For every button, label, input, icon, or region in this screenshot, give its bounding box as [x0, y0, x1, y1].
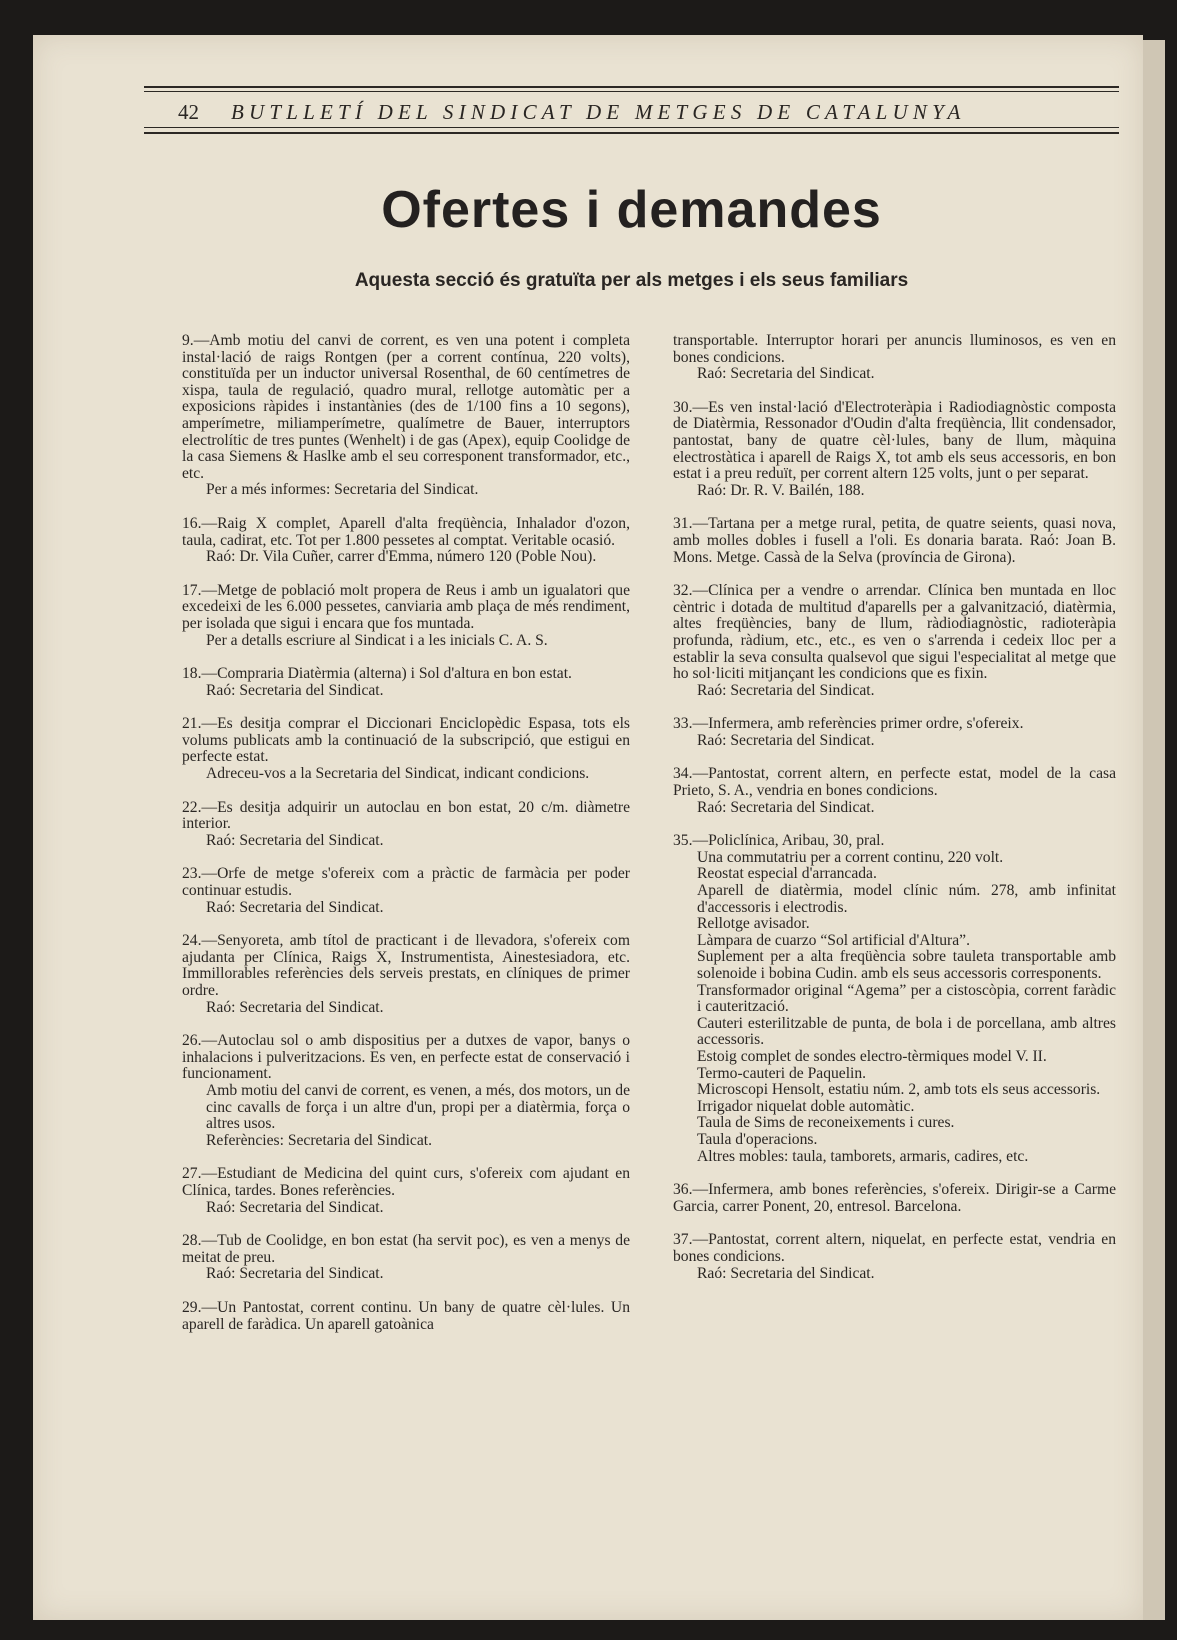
classified-ad [182, 1033, 630, 1149]
ad-detail: Suplement per a alta freqüència sobre tauleta transportable amb solenoide i bobina Cudin. amb els seus accessoris corresponents. [697, 948, 1116, 982]
ad-detail: Cauteri esterilitzable de punta, de bola i de porcellana, amb altres accessoris. [697, 1014, 1116, 1049]
ad-detail: Raó: Secretaria del Sindicat. [206, 1198, 384, 1216]
ad-text: 9.—Amb motiu del canvi de corrent, es ven una potent i completa instal·lació de raigs Rontgen (per a corrent contínua, 220 volts), constituïda per un inductor universal Rosenthal, de 60 centímetres de xispa, taula de regulació, quadro mural, rellotge automàtic per a exposicions ràpides i instantànies (des de 1/100 fins a 10 segons), amperímetre, miliamperímetre, qualímetre de Bauer, interruptors electrolític de tres puntes (Wenhelt) i de gas (Apex), equip Coolidge de la casa Siemens & Haslke amb el seu corresponent transformador, etc., etc. [182, 332, 630, 482]
ad-detail: Amb motiu del canvi de corrent, es venen, a més, dos motors, un de cinc cavalls de força i un altre d'un, propi per a diatèrmia, força o altres usos. [206, 1081, 630, 1133]
ad-detail: Irrigador niquelat doble automàtic. [697, 1097, 915, 1115]
classified-ad [182, 1300, 630, 1333]
classified-ad [182, 333, 630, 499]
classified-ad [182, 1166, 630, 1216]
ad-detail: Aparell de diatèrmia, model clínic núm. 278, amb infinitat d'accessoris i electrodis. [697, 882, 1116, 916]
ad-detail: Altres mobles: taula, tamborets, armaris, cadires, etc. [697, 1147, 1029, 1165]
ad-text: 29.—Un Pantostat, corrent continu. Un bany de quatre cèl·lules. Un aparell de faràdica. Un aparell gatoànica [182, 1298, 630, 1333]
classified-ad [673, 1232, 1116, 1282]
ad-detail: Raó: Secretaria del Sindicat. [206, 898, 384, 916]
classified-ad [182, 933, 630, 1016]
ad-detail: Raó: Secretaria del Sindicat. [697, 365, 875, 383]
running-header [178, 98, 1118, 126]
right-column [673, 333, 1116, 1299]
ad-detail: Raó: Dr. R. V. Bailén, 188. [697, 481, 865, 499]
ad-text: 21.—Es desitja comprar el Diccionari Enciclopèdic Espasa, tots els volums publicats amb la continuació de la subscripció, que estigui en perfecte estat. [182, 715, 630, 766]
ad-detail: Raó: Secretaria del Sindicat. [206, 681, 384, 699]
ad-detail: Transformador original “Agema” per a cistoscòpia, corrent faràdic i cauterització. [697, 981, 1116, 1016]
ad-text: 27.—Estudiant de Medicina del quint curs, s'ofereix com ajudant en Clínica, tardes. Bones referències. [182, 1165, 630, 1199]
ad-detail: Raó: Secretaria del Sindicat. [697, 798, 875, 816]
classified-ad [182, 1233, 630, 1283]
classified-ad [182, 866, 630, 916]
ad-detail: Una commutatriu per a corrent continu, 220 volt. [697, 848, 1004, 866]
classified-ad [673, 766, 1116, 816]
ad-detail: Raó: Dr. Vila Cuñer, carrer d'Emma, número 120 (Poble Nou). [206, 548, 597, 566]
ad-detail: Per a més informes: Secretaria del Sindicat. [206, 481, 479, 499]
ad-detail: Rellotge avisador. [697, 915, 810, 933]
ad-text: 26.—Autoclau sol o amb dispositius per a dutxes de vapor, banys o inhalacions i pulveritzacions. Es ven, en perfecte estat de conservació i funcionament. [182, 1032, 630, 1083]
ad-text: 28.—Tub de Coolidge, en bon estat (ha servit poc), es ven a menys de meitat de preu. [182, 1232, 630, 1266]
ad-detail: Raó: Secretaria del Sindicat. [697, 1264, 875, 1282]
header-rule-bottom-thin [144, 127, 1119, 128]
ad-detail: Raó: Secretaria del Sindicat. [206, 1265, 384, 1283]
classified-ad [673, 583, 1116, 699]
ad-text: 33.—Infermera, amb referències primer ordre, s'ofereix. [673, 715, 1024, 733]
ad-text: 18.—Compraria Diatèrmia (alterna) i Sol d'altura en bon estat. [182, 665, 572, 683]
ad-text: transportable. Interruptor horari per anuncis lluminosos, es ven en bones condicions. [673, 332, 1116, 366]
ad-detail: Taula d'operacions. [697, 1130, 818, 1148]
ad-detail: Referències: Secretaria del Sindicat. [206, 1131, 433, 1149]
ad-detail: Per a detalls escriure al Sindicat i a les inicials C. A. S. [206, 631, 548, 649]
ad-detail: Raó: Secretaria del Sindicat. [697, 731, 875, 749]
ad-text: 24.—Senyoreta, amb títol de practicant i de llevadora, s'ofereix com ajudanta per Clínica, Raigs X, Instrumentista, Ainestesiadora, etc. Immillorables referències dels serveis prestats, en clíniques de primer ordre. [182, 932, 630, 999]
ad-detail: Estoig complet de sondes electro-tèrmiques model V. II. [697, 1047, 1047, 1065]
ad-text: 31.—Tartana per a metge rural, petita, de quatre seients, quasi nova, amb molles dobles i fusell a l'oli. Es donaria barata. Raó: Joan B. Mons. Metge. Cassà de la Selva (província de Girona). [673, 515, 1116, 566]
classified-ad [182, 716, 630, 782]
classified-ad [182, 583, 630, 649]
ad-detail: Raó: Secretaria del Sindicat. [697, 681, 875, 699]
page-number: 42 [178, 99, 199, 124]
ad-detail: Raó: Secretaria del Sindicat. [206, 831, 384, 849]
ad-detail: Raó: Secretaria del Sindicat. [206, 998, 384, 1016]
ad-text: 22.—Es desitja adquirir un autoclau en bon estat, 20 c/m. diàmetre interior. [182, 798, 630, 833]
page-title: Ofertes i demandes [381, 181, 882, 239]
left-column [182, 333, 630, 1350]
ad-text: 35.—Policlínica, Aribau, 30, pral. [673, 832, 885, 850]
classified-ad [673, 1182, 1116, 1215]
page-edge [1143, 40, 1165, 1620]
ad-detail: Adreceu-vos a la Secretaria del Sindicat, indicant condicions. [206, 765, 590, 783]
ad-text: 36.—Infermera, amb bones referències, s'ofereix. Dirigir-se a Carme Garcia, carrer Ponent, 20, entresol. Barcelona. [673, 1181, 1116, 1215]
ad-text: 16.—Raig X complet, Aparell d'alta freqüència, Inhalador d'ozon, taula, cadirat, etc. Tot per 1.800 pessetes al comptat. Veritable ocasió. [182, 514, 630, 549]
ad-text: 32.—Clínica per a vendre o arrendar. Clínica ben muntada en lloc cèntric i dotada de multitud d'aparells per a galvanització, diatèrmia, altes freqüències, bany de llum, ràdiodiagnòstic, radioteràpia profunda, ràdium, etc., etc., es ven o s'arrenda i cedeix lloc per a establir la seva consulta qualsevol que sigui l'especialitat al metge que ho sol·liciti mitjançant les condicions que es fixin. [673, 582, 1116, 683]
classified-ad [673, 716, 1116, 749]
classified-ad [182, 800, 630, 850]
classified-ad [673, 400, 1116, 500]
classified-ad [673, 333, 1116, 383]
classified-ad [182, 666, 630, 699]
classified-ad [673, 833, 1116, 1165]
header-rule-top-thin [144, 91, 1119, 92]
journal-title: BUTLLETÍ DEL SINDICAT DE METGES DE CATALUNYA [231, 99, 966, 124]
ad-text: 34.—Pantostat, corrent altern, en perfecte estat, model de la casa Prieto, S. A., vendria en bones condicions. [673, 765, 1116, 800]
ad-detail: Taula de Sims de reconeixements i cures. [697, 1114, 955, 1132]
page-subtitle: Aquesta secció és gratuïta per als metges i els seus familiars [354, 270, 909, 291]
ad-detail: Termo-cauteri de Paquelin. [697, 1064, 867, 1082]
ad-text: 23.—Orfe de metge s'ofereix com a pràctic de farmàcia per poder continuar estudis. [182, 865, 630, 900]
header-rule-top [144, 86, 1119, 88]
ad-detail: Microscopi Hensolt, estatiu núm. 2, amb tots els seus accessoris. [697, 1081, 1101, 1099]
ad-text: 37.—Pantostat, corrent altern, niquelat, en perfecte estat, vendria en bones condicions. [673, 1231, 1116, 1265]
classified-ad [182, 516, 630, 566]
ad-detail: Làmpara de cuarzo “Sol artificial d'Altura”. [697, 931, 970, 949]
header-rule-bottom [144, 132, 1119, 134]
classified-ad [673, 516, 1116, 566]
ad-text: 17.—Metge de població molt propera de Reus i amb un igualatori que excedeixi de les 6.000 pessetes, canviaria amb plaça de més rendiment, per isolada que sigui i encara que fos muntada. [182, 581, 630, 632]
ad-text: 30.—Es ven instal·lació d'Electroteràpia i Radiodiagnòstic composta de Diatèrmia, Ressonador d'Oudin d'alta freqüència, llit condensador, pantostat, bany de quatre cèl·lules, bany de llum, màquina electrostàtica i aparell de Raigs X, tot amb els seus accessoris, en bon estat i a preu reduït, per corrent altern 125 volts, junt o per separat. [673, 398, 1116, 483]
ad-detail: Reostat especial d'arrancada. [697, 865, 877, 883]
